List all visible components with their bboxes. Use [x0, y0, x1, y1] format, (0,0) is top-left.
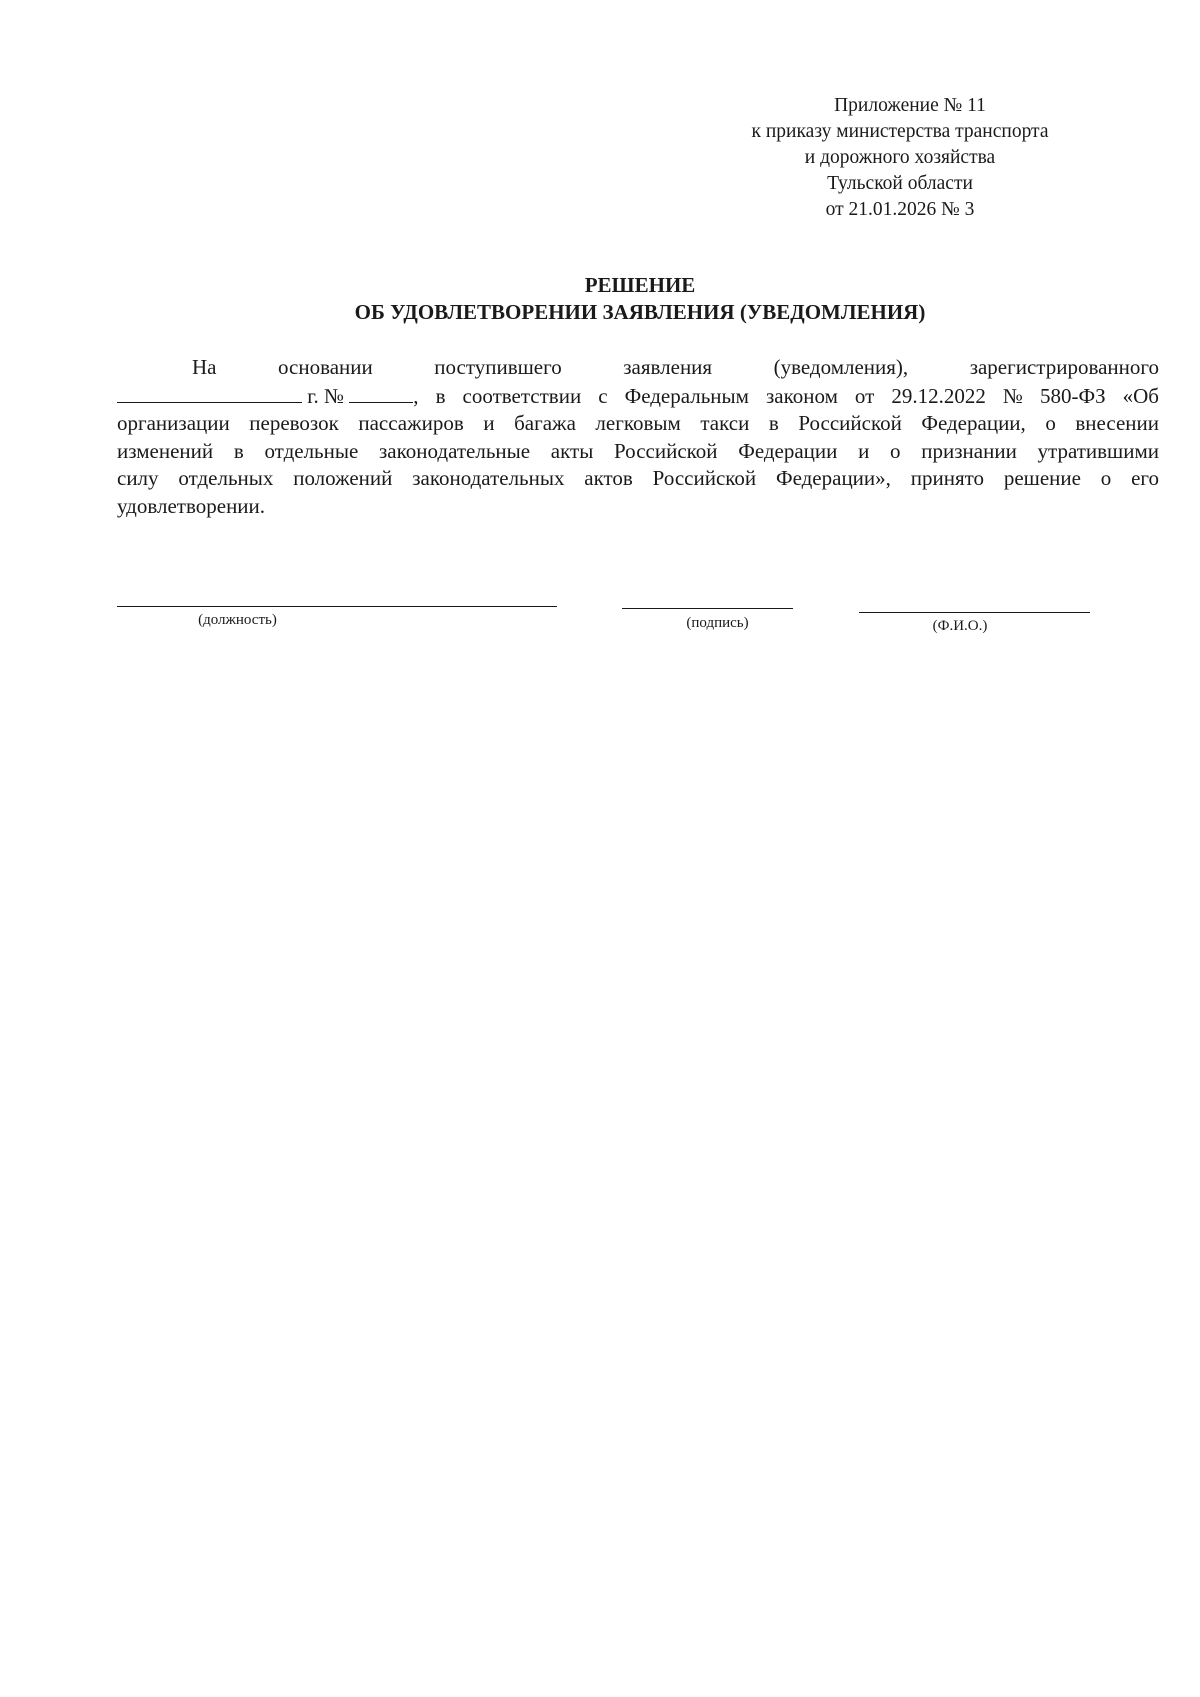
position-label: (должность)	[198, 612, 277, 628]
appendix-order-ref: к приказу министерства транспорта	[751, 121, 1049, 142]
decision-body	[117, 354, 1159, 520]
name-label: (Ф.И.О.)	[932, 618, 988, 634]
body-row-5: силу отдельных положений законодательных актов Российской Федерации», принято решение о его	[117, 466, 1159, 490]
name-signature-line[interactable]	[859, 612, 1090, 613]
signature-line[interactable]	[622, 608, 793, 609]
title-line-1: РЕШЕНИЕ	[584, 273, 696, 297]
document-title	[180, 272, 1100, 326]
appendix-number: Приложение № 11	[834, 95, 986, 116]
body-word: поступившего	[434, 355, 562, 379]
registration-number-blank[interactable]	[349, 382, 413, 403]
body-word: (уведомления),	[773, 355, 909, 379]
body-word: основании	[278, 355, 373, 379]
body-row-1	[117, 354, 1159, 382]
body-word: На	[192, 355, 217, 379]
appendix-header	[690, 93, 1110, 223]
title-line-2: ОБ УДОВЛЕТВОРЕНИИ ЗАЯВЛЕНИЯ (УВЕДОМЛЕНИЯ)	[354, 300, 926, 324]
body-row-2-text: , в соответствии с Федеральным законом от 29.12.2022 № 580-ФЗ «Об	[413, 383, 1159, 408]
body-year-number: г. №	[307, 383, 345, 408]
body-row-6: удовлетворении.	[117, 493, 266, 518]
body-row-4: изменений в отдельные законодательные акты Российской Федерации и о признании утратившими	[117, 438, 1159, 463]
position-signature-line[interactable]	[117, 606, 557, 607]
appendix-ministry: и дорожного хозяйства	[804, 147, 996, 168]
body-row-3: организации перевозок пассажиров и багажа легковым такси в Российской Федерации, о внесении	[117, 411, 1159, 435]
appendix-region: Тульской области	[827, 173, 973, 194]
body-word: заявления	[623, 355, 713, 379]
body-word: зарегистрированного	[969, 355, 1159, 379]
appendix-date: от 21.01.2026 № 3	[825, 199, 975, 220]
registration-date-blank[interactable]	[117, 382, 302, 403]
body-row-2	[117, 382, 1159, 411]
signature-label: (подпись)	[686, 615, 749, 631]
